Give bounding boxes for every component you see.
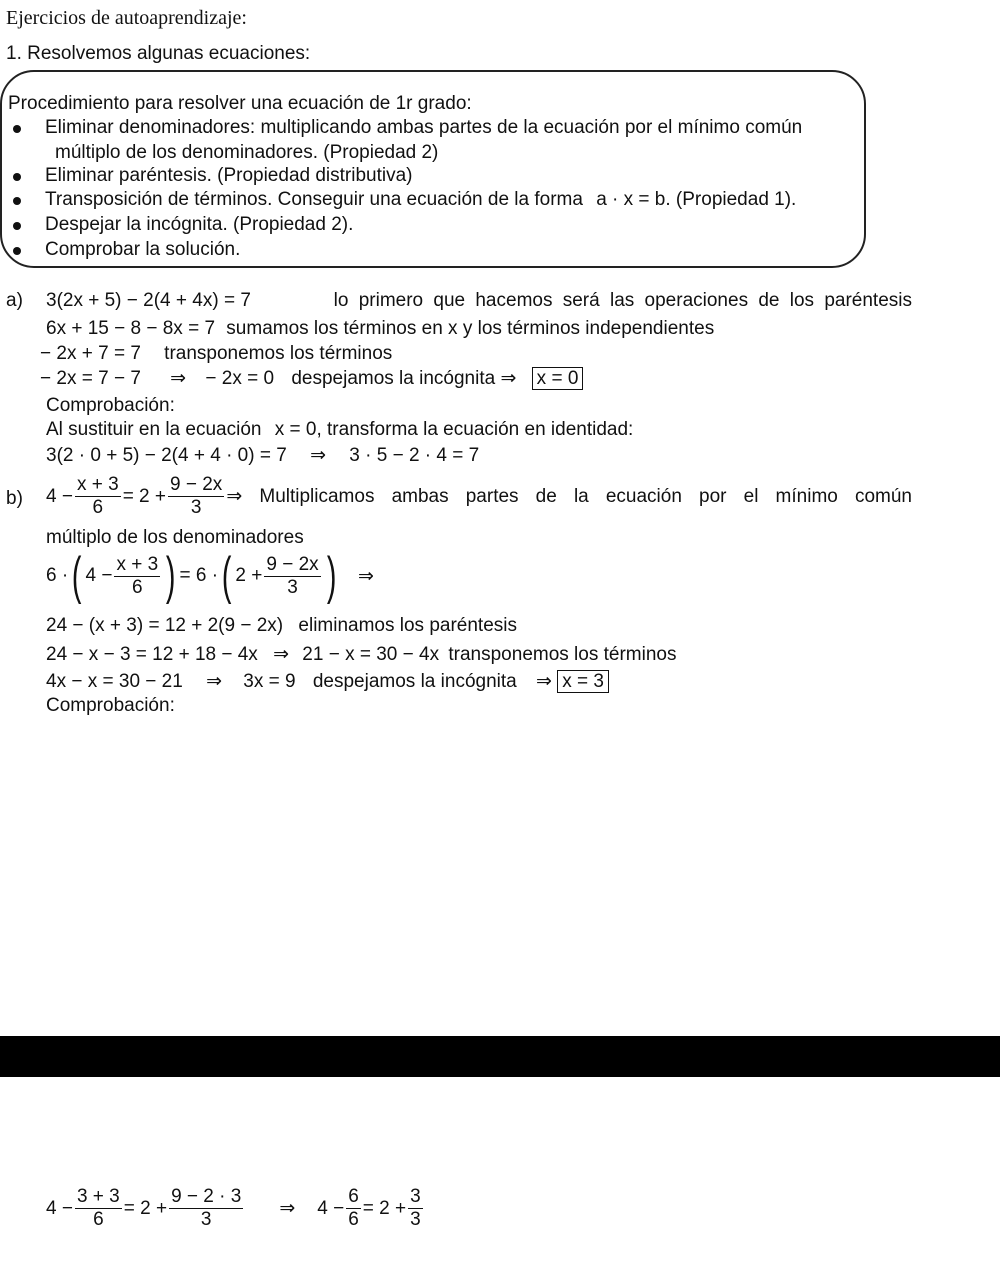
left-paren-icon: ( xyxy=(72,547,82,605)
left-paren-icon: ( xyxy=(221,547,232,605)
part-b-eq-4a: 4x − x = 30 − 21 xyxy=(46,671,183,692)
procedure-item-3-tail: . (Propiedad 1). xyxy=(665,189,797,210)
procedure-item-3-eq: a · x = b xyxy=(596,189,666,210)
implies-arrow: ⇒ xyxy=(536,671,552,692)
right-paren-icon: ) xyxy=(166,547,176,605)
check-four-2: 4 − xyxy=(317,1197,345,1219)
part-a-line-1 xyxy=(46,289,912,313)
part-a-text-2: sumamos los términos en x y los términos independientes xyxy=(226,318,715,339)
part-b-eq-mid: = 2 + xyxy=(122,485,167,507)
fraction xyxy=(264,554,320,599)
fraction xyxy=(346,1186,361,1231)
black-bar xyxy=(0,1036,1000,1077)
part-b-line-5 xyxy=(46,670,609,694)
fraction xyxy=(75,474,121,519)
part-b-eq-3a: 24 − x − 3 = 12 + 18 − 4x xyxy=(46,644,258,665)
fraction-numerator: x + 3 xyxy=(76,474,119,495)
fraction-numerator: x + 3 xyxy=(116,553,159,575)
part-a-check-text-b: , transforma la ecuación en identidad: xyxy=(316,419,634,440)
part-a-label: a) xyxy=(6,290,23,311)
procedure-item-5: Comprobar la solución. xyxy=(45,239,241,260)
part-b-line-1 xyxy=(46,474,912,519)
part-a-line-4 xyxy=(40,367,583,391)
bullet-icon xyxy=(13,173,21,181)
fraction xyxy=(75,1186,122,1231)
part-b-line-3 xyxy=(46,614,517,638)
part-a-check-eq: x = 0 xyxy=(274,419,317,440)
part-b-check-title: Comprobación: xyxy=(46,695,175,716)
part-a-line-2 xyxy=(46,317,714,341)
part-b-four: 4 − xyxy=(46,485,73,507)
check-eq: = 2 + xyxy=(123,1197,168,1219)
fraction-denominator: 3 xyxy=(287,576,298,598)
part-b-text-2: eliminamos los paréntesis xyxy=(298,615,517,636)
fraction-denominator: 3 xyxy=(410,1209,421,1230)
page-title: Ejercicios de autoaprendizaje: xyxy=(6,7,247,29)
part-b-mult-six: 6 · xyxy=(46,565,69,586)
fraction-denominator: 3 xyxy=(200,1209,212,1230)
part-a-check-text xyxy=(46,418,633,442)
part-a-line-3 xyxy=(40,342,392,366)
fraction-numerator: 9 − 2x xyxy=(170,474,223,495)
procedure-item-2: Eliminar paréntesis. (Propiedad distributiva) xyxy=(45,165,413,186)
fraction-denominator: 3 xyxy=(190,497,202,518)
part-a-text-1: lo primero que hacemos será las operaciones de los paréntesis xyxy=(333,290,912,311)
fraction-denominator: 6 xyxy=(93,1209,104,1230)
part-a-check-line xyxy=(46,444,479,468)
implies-arrow: ⇒ xyxy=(279,1198,296,1219)
part-b-text-3: transponemos los términos xyxy=(448,644,677,665)
bullet-icon xyxy=(13,125,21,133)
part-a-text-3: transponemos los términos xyxy=(164,343,393,364)
fraction-numerator: 3 xyxy=(410,1186,421,1207)
part-a-eq-4: − 2x = 7 − 7 xyxy=(40,368,141,389)
implies-arrow: ⇒ xyxy=(170,368,187,389)
part-b-eq-3b: 21 − x = 30 − 4x xyxy=(302,644,440,665)
part-b-text-4: despejamos la incógnita xyxy=(312,671,517,692)
part-b-line-4 xyxy=(46,643,676,667)
part-b-result: x = 3 xyxy=(557,670,609,693)
section-subtitle: 1. Resolvemos algunas ecuaciones: xyxy=(6,43,311,64)
fraction-numerator: 3 + 3 xyxy=(76,1186,120,1207)
bullet-icon xyxy=(13,197,21,205)
fraction-denominator: 6 xyxy=(132,576,143,598)
part-b-eq-six: = 6 · xyxy=(179,565,219,586)
part-a-check-text-a: Al sustituir en la ecuación xyxy=(46,419,262,440)
procedure-item-4: Despejar la incógnita. (Propiedad 2). xyxy=(45,214,354,235)
part-b-eq-2: 24 − (x + 3) = 12 + 2(9 − 2x) xyxy=(46,615,284,636)
part-b-in-1: 4 − xyxy=(85,565,113,586)
part-b-text-1b: múltiplo de los denominadores xyxy=(46,527,304,548)
fraction xyxy=(114,554,160,599)
fraction-denominator: 6 xyxy=(92,497,104,518)
part-a-eq-3: − 2x + 7 = 7 xyxy=(40,343,141,364)
bullet-icon xyxy=(13,222,21,230)
part-b-text-1: ⇒ Multiplicamos ambas partes de la ecuación por el mínimo común xyxy=(226,486,912,507)
fraction xyxy=(408,1186,423,1231)
implies-arrow: ⇒ xyxy=(206,671,222,692)
bullet-icon xyxy=(13,247,21,255)
implies-arrow: ⇒ xyxy=(358,565,374,587)
fraction xyxy=(169,1186,243,1231)
part-b-label: b) xyxy=(6,488,23,509)
fraction xyxy=(168,474,224,519)
procedure-item-1: Eliminar denominadores: multiplicando ambas partes de la ecuación por el mínimo común xyxy=(45,117,803,138)
right-paren-icon: ) xyxy=(326,547,337,605)
part-a-eq-2: 6x + 15 − 8 − 8x = 7 xyxy=(46,318,216,339)
part-a-check-title: Comprobación: xyxy=(46,395,175,416)
part-a-check-line-b: 3 · 5 − 2 · 4 = 7 xyxy=(349,445,480,466)
fraction-denominator: 6 xyxy=(348,1209,359,1230)
fraction-numerator: 9 − 2 · 3 xyxy=(171,1186,242,1207)
part-a-eq-1: 3(2x + 5) − 2(4 + 4x) = 7 xyxy=(46,290,251,311)
implies-arrow: ⇒ xyxy=(310,445,326,466)
part-a-eq-4b: − 2x = 0 xyxy=(205,368,275,389)
procedure-item-3 xyxy=(45,188,796,212)
check-eq-2: = 2 + xyxy=(362,1197,407,1219)
part-a-check-line-a: 3(2 · 0 + 5) − 2(4 + 4 · 0) = 7 xyxy=(46,445,287,466)
part-b-check-line xyxy=(46,1186,425,1231)
part-a-text-4: despejamos la incógnita ⇒ xyxy=(291,368,517,389)
part-a-result: x = 0 xyxy=(532,367,584,390)
procedure-title: Procedimiento para resolver una ecuación de 1r grado: xyxy=(8,93,472,114)
part-b-eq-4b: 3x = 9 xyxy=(243,671,296,692)
implies-arrow: ⇒ xyxy=(273,644,290,665)
procedure-item-3-text: Transposición de términos. Conseguir una ecuación de la forma xyxy=(45,189,583,210)
check-four: 4 − xyxy=(46,1197,73,1219)
part-b-in-2: 2 + xyxy=(235,565,263,586)
part-b-line-2 xyxy=(46,547,374,605)
fraction-numerator: 6 xyxy=(348,1186,359,1207)
procedure-item-1-cont: múltiplo de los denominadores. (Propiedad 2) xyxy=(55,142,439,163)
fraction-numerator: 9 − 2x xyxy=(266,553,319,575)
